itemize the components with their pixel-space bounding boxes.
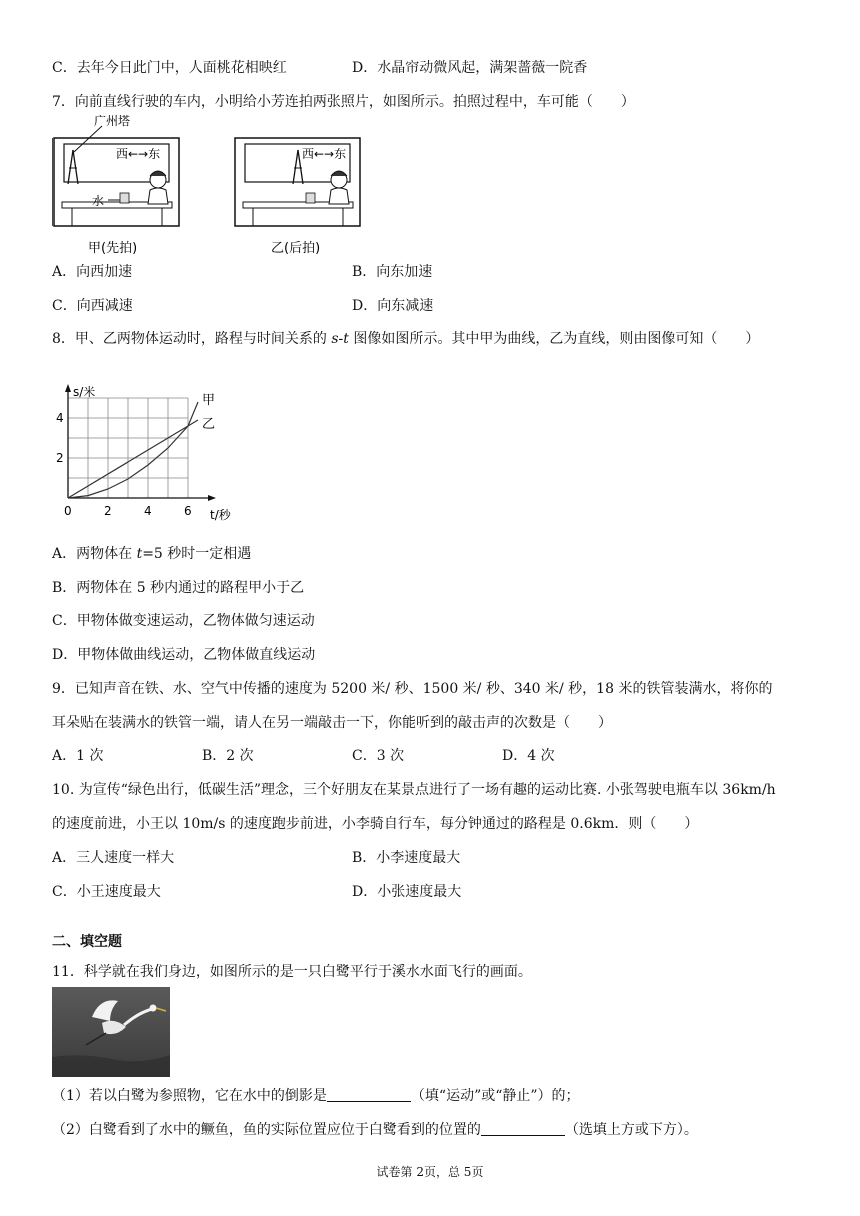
photo-yi (235, 138, 360, 256)
y-axis-label: s/米 (73, 385, 96, 399)
q11-part2 (52, 1120, 698, 1140)
y-tick-label: 4 (56, 411, 64, 425)
q7-figure (52, 114, 382, 259)
q9-option-a: A．1 次 (52, 748, 104, 764)
q7-stem: 7．向前直线行驶的车内，小明给小芳连拍两张照片，如图所示。拍照过程中，车可能（ ） (52, 94, 635, 110)
x-tick-label: 4 (144, 504, 152, 518)
q11-part1-post: （填“运动”或“静止”）的； (410, 1088, 580, 1104)
q8-option-d: D．甲物体做曲线运动，乙物体做直线运动 (52, 647, 316, 663)
direction-label-jia: 西←→东 (116, 147, 161, 161)
x-axis-arrow-icon (208, 495, 216, 501)
q10-option-b: B．小李速度最大 (352, 850, 461, 866)
q10-stem-line2: 的速度前进，小王以 10m/s 的速度跑步前进，小李骑自行车，每分钟通过的路程是 0.6km．则（ ） (52, 816, 699, 832)
q10-stem-line1: 10. 为宣传“绿色出行，低碳生活”理念，三个好朋友在某景点进行了一场有趣的运动比赛. 小张驾驶电瓶车以 36km/h (52, 782, 776, 798)
girl-icon (329, 171, 349, 204)
q6-option-c: C．去年今日此门中，人面桃花相映红 (52, 60, 287, 76)
x-tick-label: 2 (104, 504, 112, 518)
y-axis-arrow-icon (65, 384, 71, 392)
x-tick-label: 0 (64, 504, 72, 518)
series-label-yi: 乙 (202, 417, 216, 432)
q11-part2-post: （选填上方或下方）。 (564, 1122, 698, 1138)
girl-icon (148, 171, 168, 204)
direction-label-yi: 西←→东 (302, 147, 347, 161)
q11-part1-pre: （1）若以白鹭为参照物，它在水中的倒影是 (52, 1088, 327, 1104)
q8-stem-var: s-t (331, 331, 349, 347)
q8-option-a-pre: A．两物体在 (52, 546, 137, 562)
q9-option-d: D．4 次 (502, 748, 555, 764)
q8-option-b: B．两物体在 5 秒内通过的路程甲小于乙 (52, 580, 305, 596)
q11-answer-blank-1[interactable] (327, 1087, 411, 1102)
q8-option-a-post: =5 秒时一定相遇 (142, 546, 252, 562)
series-line-jia (68, 402, 198, 498)
section-heading: 二、填空题 (52, 934, 122, 950)
q8-stem-post: 图像如图所示。其中甲为曲线，乙为直线，则由图像可知（ ） (348, 331, 760, 347)
tower-label: 广州塔 (94, 114, 131, 128)
egret-photo (52, 987, 170, 1077)
q9-option-b: B．2 次 (202, 748, 254, 764)
q11-stem: 11．科学就在我们身边，如图所示的是一只白鹭平行于溪水水面飞行的画面。 (52, 964, 532, 980)
q7-option-b: B．向东加速 (352, 264, 433, 280)
q6-option-d: D．水晶帘动微风起，满架蔷薇一院香 (352, 60, 588, 76)
q10-option-c: C．小王速度最大 (52, 884, 161, 900)
water-label: 水 (92, 194, 105, 208)
x-axis-label: t/秒 (210, 508, 231, 522)
water-bottle-icon (120, 193, 129, 203)
q8-option-a (52, 544, 251, 564)
q7-option-a: A．向西加速 (52, 264, 133, 280)
q9-option-c: C．3 次 (352, 748, 405, 764)
q8-stem-pre: 8．甲、乙两物体运动时，路程与时间关系的 (52, 331, 332, 347)
q9-stem-line2: 耳朵贴在装满水的铁管一端，请人在另一端敲击一下，你能听到的敲击声的次数是（ ） (52, 715, 612, 731)
q8-option-c: C．甲物体做变速运动，乙物体做匀速运动 (52, 613, 315, 629)
page-footer: 试卷第 2页，总 5页 (376, 1165, 484, 1179)
caption-yi: 乙(后拍) (271, 241, 321, 256)
series-label-jia: 甲 (202, 393, 216, 408)
st-chart (52, 368, 252, 530)
water-bottle-icon (306, 193, 315, 203)
q11-part1 (52, 1086, 580, 1106)
q9-stem-line1: 9．已知声音在铁、水、空气中传播的速度为 5200 米/ 秒、1500 米/ 秒、340 米/ 秒，18 米的铁管装满水，将你的 (52, 681, 773, 697)
q7-option-d: D．向东减速 (352, 298, 434, 314)
photo-jia (52, 114, 179, 256)
q8-option-a-var: t (136, 546, 143, 562)
x-tick-label: 6 (184, 504, 192, 518)
q11-part2-pre: （2）白鹭看到了水中的鳜鱼，鱼的实际位置应位于白鹭看到的位置的 (52, 1122, 481, 1138)
y-tick-label: 2 (56, 451, 64, 465)
q11-answer-blank-2[interactable] (481, 1121, 565, 1136)
q8-stem (52, 329, 759, 349)
caption-jia: 甲(先拍) (88, 241, 138, 256)
q7-option-c: C．向西减速 (52, 298, 133, 314)
q10-option-d: D．小张速度最大 (352, 884, 462, 900)
series-line-yi (68, 420, 198, 498)
tower-icon (68, 150, 78, 184)
q10-option-a: A．三人速度一样大 (52, 850, 175, 866)
